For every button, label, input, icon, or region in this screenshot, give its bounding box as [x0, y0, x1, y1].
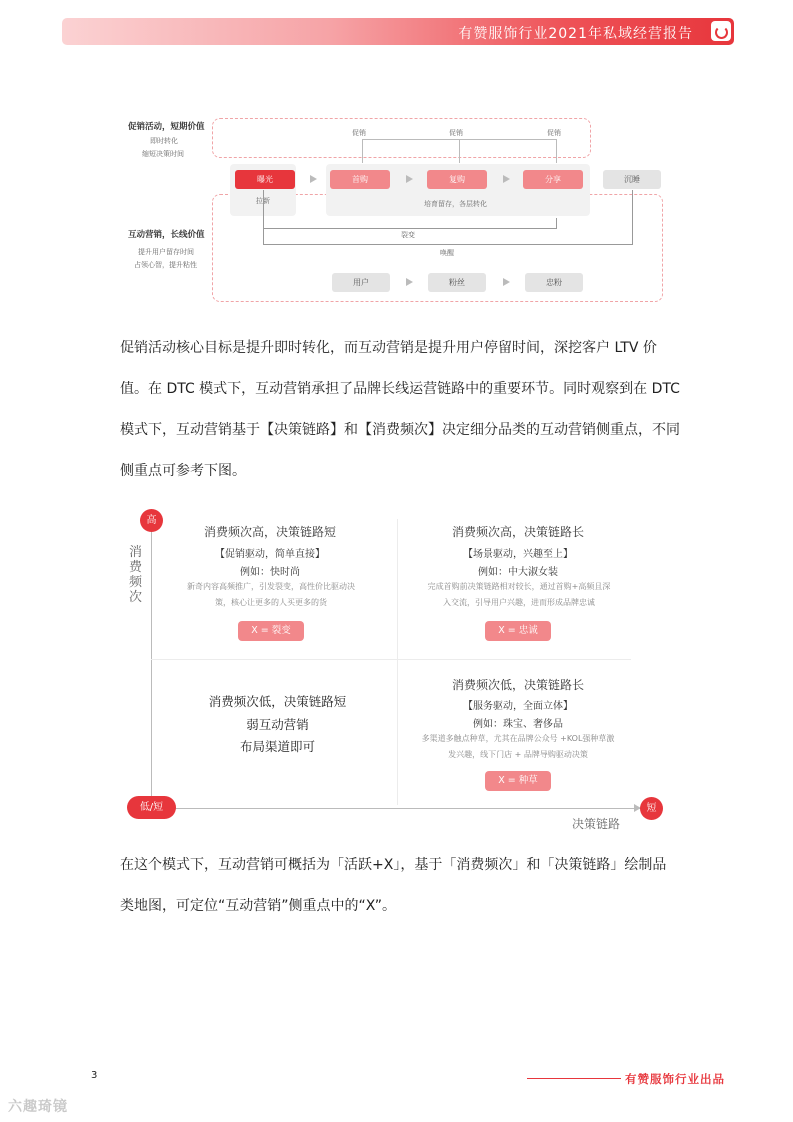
q4-example: 例如：珠宝、奢侈品 [473, 719, 563, 730]
arrow-icon [406, 175, 413, 183]
promo-tick [362, 139, 363, 163]
tier-fan: 粉丝 [428, 273, 486, 292]
short-marker: 短 [640, 797, 663, 820]
promo-label: 促销活动，短期价值 [128, 122, 205, 132]
q3-line3: 布局渠道即可 [239, 739, 315, 754]
promo-tick [556, 139, 557, 163]
q1-sub: 【促销驱动，简单直接】 [215, 549, 325, 560]
promo-note: 缩短决策时间 [142, 150, 184, 158]
high-marker: 高 [140, 509, 163, 532]
q4-sub: 【服务驱动，全面立体】 [463, 701, 573, 712]
paragraph-summary: 在这个模式下，互动营销可概括为「活跃+X」，基于「消费频次」和「决策链路」绘制品类地图，可定位“互动营销”侧重点中的“X”。 [120, 857, 667, 914]
q3-line2: 弱互动营销 [246, 717, 309, 732]
promo-tag: 促销 [352, 129, 366, 137]
footer-publisher: 有赞服饰行业出品 [625, 1072, 725, 1086]
nurture-label: 培育留存，各层转化 [424, 200, 487, 208]
q4-title: 消费频次低，决策链路长 [451, 678, 584, 692]
q2-x-button: X = 忠诚 [485, 621, 551, 641]
x-axis [151, 808, 641, 809]
header-title: 有赞服饰行业2021年私域经营报告 [458, 26, 693, 42]
low-short-marker: 低/短 [127, 796, 176, 819]
promo-note: 即时转化 [150, 137, 178, 145]
arrow-icon [406, 278, 413, 286]
promo-dashed-box [212, 118, 591, 158]
q1-x-button: X = 裂变 [238, 621, 304, 641]
awaken-label: 唤醒 [440, 249, 454, 257]
q1-title: 消费频次高，决策链路短 [203, 525, 336, 539]
interactive-note: 提升用户留存时间 [138, 248, 194, 256]
q4-desc: 多渠道多触点种草，尤其在品牌公众号 +KOL强种草激发兴趣，线下门店 + 品牌导购驱动决策 [421, 734, 615, 759]
arrow-icon [310, 175, 317, 183]
q1-example: 例如：快时尚 [240, 567, 300, 578]
quadrant-divider-vertical [397, 519, 398, 805]
watermark: 六趣琦镜 [8, 1099, 68, 1115]
promo-tag: 促销 [547, 129, 561, 137]
x-axis-label: 决策链路 [572, 817, 621, 831]
arrow-icon [503, 278, 510, 286]
page-number: 3 [91, 1070, 98, 1081]
q2-example: 例如：中大淑女装 [478, 567, 558, 578]
y-axis-label: 消费频次 [129, 545, 143, 605]
paragraph-intro: 促销活动核心目标是提升即时转化，而互动营销是提升用户停留时间，深挖客户 LTV 价值。在 DTC 模式下，互动营销承担了品牌长线运营链路中的重要环节。同时观察到在 DTC 模式下，互动营销基于【决策链路】和【消费频次】决定细分品类的互动营销侧重点，不同侧重点可参考下图。 [120, 340, 680, 479]
fission-label: 裂变 [401, 231, 415, 239]
stage-exposure: 曝光 [235, 170, 295, 189]
y-axis [151, 519, 152, 809]
promo-tag: 促销 [449, 129, 463, 137]
q2-sub: 【场景驱动，兴趣至上】 [463, 549, 573, 560]
q1-desc: 新奇内容高频推广，引发裂变，高性价比驱动决策，核心让更多的人买更多的货 [187, 582, 355, 607]
q2-title: 消费频次高，决策链路长 [451, 525, 584, 539]
tier-user: 用户 [332, 273, 390, 292]
stage-share: 分享 [523, 170, 583, 189]
promo-tick [459, 139, 460, 163]
arrow-icon [503, 175, 510, 183]
lure-new-label: 拉新 [256, 197, 270, 205]
awaken-line [263, 190, 633, 245]
stage-repurchase: 复购 [427, 170, 487, 189]
footer-line [527, 1078, 621, 1079]
stage-dormant: 沉睡 [603, 170, 661, 189]
flow-diagram [110, 110, 680, 310]
quadrant-divider-horizontal [151, 659, 631, 660]
q4-x-button: X = 种草 [485, 771, 551, 791]
q2-desc: 完成首购前决策链路相对较长，通过首购+高频且深入交流，引导用户兴趣，进而形成品牌忠诚 [427, 582, 611, 607]
stage-first-purchase: 首购 [330, 170, 390, 189]
category-matrix [120, 505, 680, 835]
tier-loyal-fan: 忠粉 [525, 273, 583, 292]
interactive-label: 互动营销，长线价值 [128, 230, 205, 240]
brand-logo-icon [711, 21, 731, 41]
interactive-note: 占领心智，提升粘性 [134, 261, 197, 269]
q3-title: 消费频次低，决策链路短 [208, 694, 347, 709]
